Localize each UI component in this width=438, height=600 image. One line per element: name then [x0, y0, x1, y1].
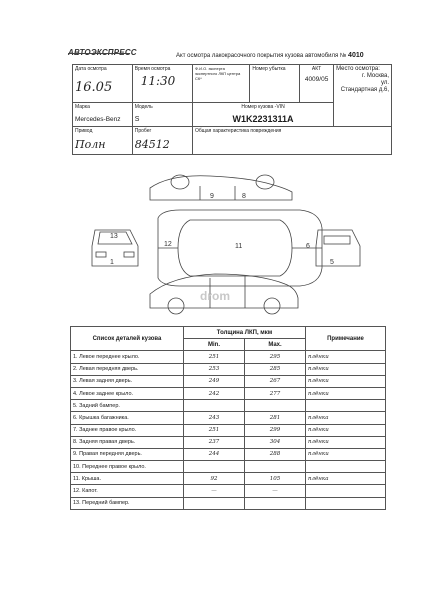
place-cell [334, 65, 392, 127]
max-value: 277 [245, 387, 306, 399]
company-logo [68, 42, 138, 62]
part-name: 5. Задний бампер. [71, 400, 184, 412]
min-value: 243 [184, 412, 245, 424]
wheel-front-left-icon [168, 298, 184, 314]
expert-label: Ф.И.О. эксперта экспертного ЛКП центра СК* [195, 66, 241, 81]
table-row [71, 363, 386, 375]
zone-label-13: 13 [110, 233, 118, 240]
col-thickness-header: Толщина ЛКП, мкм [184, 327, 306, 339]
date-label: Дата осмотра [75, 66, 107, 72]
thickness-table [70, 326, 386, 510]
part-name: 9. Правая передняя дверь. [71, 448, 184, 460]
max-value: 299 [245, 424, 306, 436]
ref-label: АКТ [311, 66, 322, 72]
wheel-rear-left-icon [264, 298, 280, 314]
brand-value: Mercedes-Benz [75, 116, 121, 123]
min-value: 244 [184, 448, 245, 460]
act-number: 4010 [348, 52, 364, 59]
part-name: 12. Капот. [71, 485, 184, 497]
note-value: плёнки [306, 436, 386, 448]
min-value: 251 [184, 351, 245, 363]
loss-cell [250, 65, 300, 103]
min-value: 237 [184, 436, 245, 448]
note-value: плёнка [306, 473, 386, 485]
drive-label: Привод [75, 128, 93, 134]
mileage-label: Пробег [134, 128, 152, 134]
logo-text: АВТОЭКСПРЕСС [68, 48, 137, 57]
model-label: Модель [134, 104, 153, 110]
zone-label-12: 12 [164, 241, 172, 248]
place-line2: ул. [380, 80, 389, 86]
header-form [72, 64, 392, 155]
table-row [71, 387, 386, 399]
max-value [245, 497, 306, 509]
table-row [71, 448, 386, 460]
part-name: 7. Заднее правое крыло. [71, 424, 184, 436]
logo-underline [68, 53, 130, 54]
part-name: 8. Задняя правая дверь. [71, 436, 184, 448]
watermark: drom [200, 289, 230, 303]
table-row [71, 351, 386, 363]
act-title [176, 52, 366, 60]
part-name: 13. Передний бампер. [71, 497, 184, 509]
min-value [184, 461, 245, 473]
date-value: 16.05 [75, 80, 113, 95]
table-row [71, 497, 386, 509]
part-name: 3. Левая задняя дверь. [71, 375, 184, 387]
min-value: 253 [184, 363, 245, 375]
min-value: 251 [184, 424, 245, 436]
vin-value: W1K2231311A [232, 114, 294, 124]
min-value: — [184, 485, 245, 497]
place-label: Место осмотра: [336, 66, 380, 72]
zone-label-5: 5 [330, 259, 334, 266]
note-value: плёнки [306, 375, 386, 387]
max-value: 295 [245, 351, 306, 363]
note-value [306, 461, 386, 473]
min-value: 242 [184, 387, 245, 399]
note-value: плёнки [306, 448, 386, 460]
note-value: плёнки [306, 424, 386, 436]
date-cell [73, 65, 133, 103]
drive-cell [73, 127, 133, 155]
zone-label-9: 9 [210, 193, 214, 200]
col-parts-header: Список деталей кузова [71, 327, 184, 351]
col-max-header: Max. [245, 339, 306, 351]
max-value: 285 [245, 363, 306, 375]
min-value [184, 400, 245, 412]
place-line3: Стандартная д.6, [340, 87, 389, 93]
min-value [184, 497, 245, 509]
drive-value: Полн [75, 138, 106, 151]
table-row [71, 400, 386, 412]
act-title-text: Акт осмотра лакокрасочного покрытия кузова автомобиля № [176, 53, 347, 59]
time-label: Время осмотра [134, 66, 171, 72]
model-cell [132, 103, 192, 127]
max-value [245, 400, 306, 412]
note-value: плёнки [306, 363, 386, 375]
min-value: 249 [184, 375, 245, 387]
max-value: 304 [245, 436, 306, 448]
car-rear-outline [316, 230, 360, 266]
note-value: плёнки [306, 351, 386, 363]
brand-label: Марка [75, 104, 90, 110]
mileage-value: 84512 [134, 138, 170, 151]
table-row [71, 461, 386, 473]
time-cell [132, 65, 192, 103]
brand-cell [73, 103, 133, 127]
max-value: 105 [245, 473, 306, 485]
note-value [306, 497, 386, 509]
table-row [71, 424, 386, 436]
note-value: плёнки [306, 387, 386, 399]
thickness-rows [71, 351, 386, 509]
part-name: 6. Крышка багажника. [71, 412, 184, 424]
table-row [71, 485, 386, 497]
max-value: 267 [245, 375, 306, 387]
max-value: 281 [245, 412, 306, 424]
time-value: 11:30 [140, 74, 176, 88]
max-value: 288 [245, 448, 306, 460]
mileage-cell [132, 127, 192, 155]
col-note-header: Примечание [306, 327, 386, 351]
part-name: 11. Крыша. [71, 473, 184, 485]
vin-label: Номер кузова -VIN [241, 104, 285, 110]
part-name: 1. Левое переднее крыло. [71, 351, 184, 363]
max-value: — [245, 485, 306, 497]
part-name: 10. Переднее правое крыло. [71, 461, 184, 473]
note-value [306, 485, 386, 497]
part-name: 2. Левая передняя дверь. [71, 363, 184, 375]
table-row [71, 436, 386, 448]
expert-cell [193, 65, 250, 103]
wheel-rear-right-icon [256, 175, 274, 189]
note-value [306, 400, 386, 412]
table-row [71, 375, 386, 387]
loss-label: Номер убытка [252, 66, 286, 72]
ref-value: 4009/05 [304, 76, 329, 83]
place-line1: г. Москва, [362, 73, 389, 79]
zone-label-11: 11 [235, 243, 243, 250]
table-row [71, 473, 386, 485]
col-min-header: Min. [184, 339, 245, 351]
vin-cell [193, 103, 334, 127]
zone-label-8: 8 [242, 193, 246, 200]
zone-label-1: 1 [110, 259, 114, 266]
table-row [71, 412, 386, 424]
damage-label: Общая характеристика повреждения [195, 128, 282, 134]
part-name: 4. Левое заднее крыло. [71, 387, 184, 399]
zone-label-6: 6 [306, 243, 310, 250]
car-diagram [80, 168, 370, 318]
max-value [245, 461, 306, 473]
ref-cell [300, 65, 334, 103]
damage-cell [193, 127, 392, 155]
note-value: плёнка [306, 412, 386, 424]
min-value: 92 [184, 473, 245, 485]
model-value: S [134, 116, 140, 123]
